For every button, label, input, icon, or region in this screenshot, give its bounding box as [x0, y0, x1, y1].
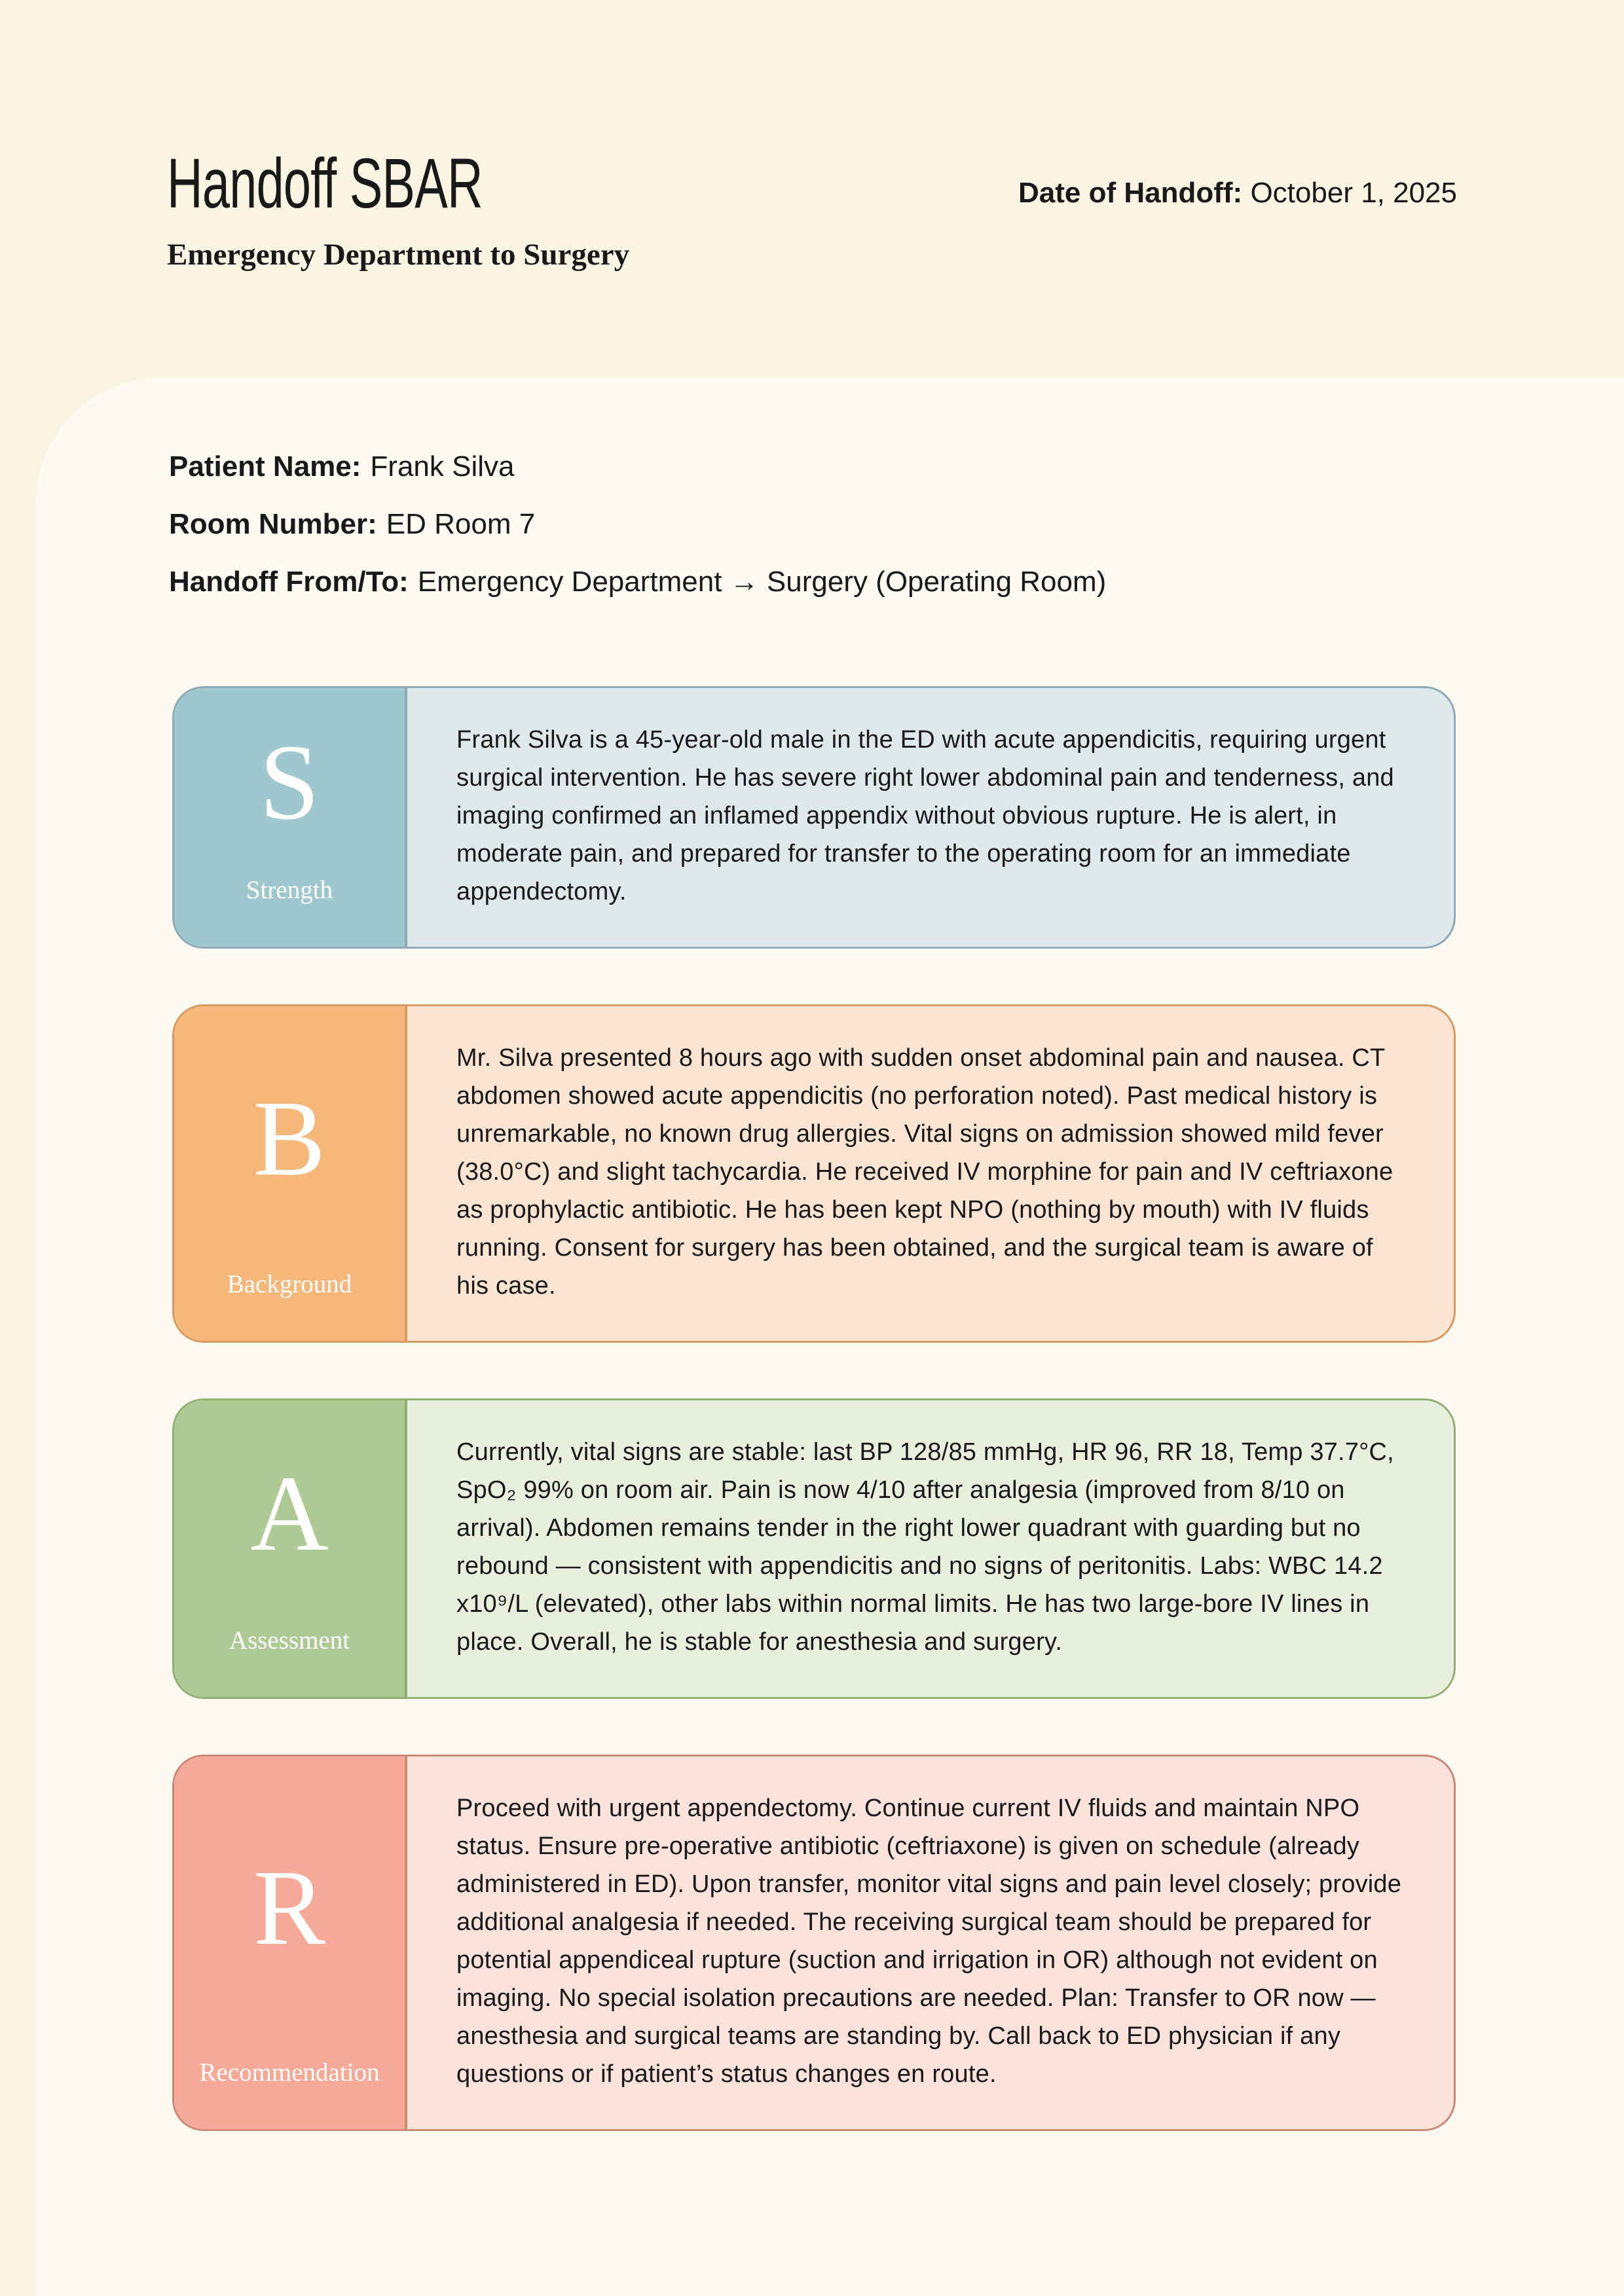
sbar-card-background [172, 1004, 1456, 1343]
handoff-route-value: Emergency Department → Surgery (Operating Room) [417, 566, 1107, 598]
section-letter-b: B [253, 1078, 326, 1198]
patient-name-value: Frank Silva [370, 450, 515, 483]
recommendation-label-column [174, 1757, 407, 2129]
handoff-date-label: Date of Handoff: [1018, 177, 1243, 209]
handoff-route-label: Handoff From/To: [169, 566, 409, 598]
handoff-route-field [169, 566, 1106, 598]
sbar-card-recommendation [172, 1755, 1456, 2131]
recommendation-text: Proceed with urgent appendectomy. Continue current IV fluids and maintain NPO status. Ensure pre-operative antibiotic (ceftriaxone) is given on schedule (already administered in ED). Upon transfer, monitor vital signs and pain level closely; provide additional analgesia if needed. The receiving surgical team should be prepared for potential appendiceal rupture (suction and irrigation in OR) although not evident on imaging. No special isolation precautions are needed. Plan: Transfer to OR now — anesthesia and surgical teams are standing by. Call back to ED physician if any questions or if patient’s status changes en route. [456, 1795, 1402, 2088]
patient-name-field [169, 450, 1106, 483]
room-number-label: Room Number: [169, 508, 377, 540]
strength-text: Frank Silva is a 45-year-old male in the ED with acute appendicitis, requiring urgent surgical intervention. He has severe right lower abdominal pain and tenderness, and imaging confirmed an inflamed appendix without obvious rupture. He is alert, in moderate pain, and prepared for transfer to the operating room for an immediate appendectomy. [456, 726, 1394, 905]
section-letter-s: S [259, 721, 320, 842]
section-label-assessment: Assessment [229, 1626, 350, 1654]
patient-info [169, 450, 1106, 623]
background-text: Mr. Silva presented 8 hours ago with sudden onset abdominal pain and nausea. CT abdomen showed acute appendicitis (no perforation noted). Past medical history is unremarkable, no known drug allergies. Vital signs on admission showed mild fever (38.0°C) and slight tachycardia. He received IV morphine for pain and IV ceftriaxone as prophylactic antibiotic. He has been kept NPO (nothing by mouth) with IV fluids running. Consent for surgery has been obtained, and the surgical team is aware of his case. [456, 1044, 1393, 1300]
handoff-date [1018, 177, 1457, 210]
background-label-column [174, 1006, 407, 1341]
section-label-background: Background [227, 1270, 352, 1298]
background-letter-wrap [253, 1006, 325, 1269]
room-number-field [169, 508, 1106, 541]
assessment-letter-wrap [250, 1400, 328, 1626]
sbar-cards [172, 686, 1456, 2131]
assessment-label-column [174, 1400, 407, 1697]
sbar-card-strength [172, 686, 1456, 949]
page-subtitle: Emergency Department to Surgery [167, 238, 630, 272]
sbar-card-assessment [172, 1398, 1456, 1699]
section-letter-a: A [250, 1453, 329, 1573]
recommendation-letter-wrap [253, 1757, 325, 2058]
page-title: Handoff SBAR [167, 143, 483, 223]
section-label-strength: Strength [246, 876, 333, 904]
strength-letter-wrap [259, 688, 320, 875]
section-letter-r: R [253, 1847, 326, 1967]
room-number-value: ED Room 7 [386, 508, 536, 540]
section-label-recommendation: Recommendation [199, 2058, 380, 2086]
handoff-date-value: October 1, 2025 [1250, 177, 1457, 209]
assessment-text: Currently, vital signs are stable: last BP 128/85 mmHg, HR 96, RR 18, Temp 37.7°C, SpO₂ 99% on room air. Pain is now 4/10 after analgesia (improved from 8/10 on arrival). Abdomen remains tender in the right lower quadrant with guarding but no rebound — consistent with appendicitis and no signs of peritonitis. Labs: WBC 14.2 x10⁹/L (elevated), other labs within normal limits. He has two large-bore IV lines in place. Overall, he is stable for anesthesia and surgery. [456, 1438, 1394, 1656]
strength-label-column [174, 688, 407, 947]
patient-name-label: Patient Name: [169, 450, 361, 483]
